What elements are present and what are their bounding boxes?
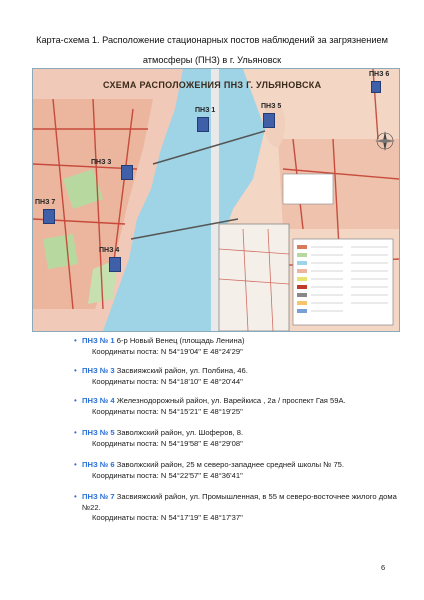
station-map	[32, 68, 400, 332]
station-label-pnz4: ПНЗ 4	[99, 247, 120, 254]
station-name: ПНЗ № 1	[82, 336, 115, 345]
station-address: Засвияжский район, ул. Полбина, 46.	[116, 366, 248, 375]
figure-caption	[20, 30, 404, 70]
map-graphic	[33, 69, 399, 331]
station-entry	[74, 428, 412, 449]
station-entry	[74, 366, 412, 387]
station-marker-pnz7	[43, 209, 55, 224]
station-entry	[74, 460, 412, 481]
station-name: ПНЗ № 7	[82, 492, 115, 501]
station-coords: Координаты поста: N 54°15'21" E 48°19'25"	[92, 406, 243, 416]
station-name: ПНЗ № 3	[82, 366, 115, 375]
bullet-icon: •	[74, 336, 77, 345]
station-marker-pnz4	[109, 257, 121, 272]
station-address: 6-р Новый Венец (площадь Ленина)	[116, 336, 245, 345]
station-coords: Координаты поста: N 54°18'10" E 48°20'44"	[92, 376, 243, 386]
bullet-icon: •	[74, 396, 77, 405]
station-address: Заволжский район, 25 м северо-западнее средней школы № 75.	[116, 460, 345, 469]
caption-line-2: атмосферы (ПНЗ) в г. Ульяновск	[142, 55, 282, 65]
station-coords: Координаты поста: N 54°19'58" E 48°29'08"	[92, 438, 243, 448]
page-number: 6	[381, 563, 386, 572]
station-label-pnz1: ПНЗ 1	[195, 107, 216, 114]
station-coords: Координаты поста: N 54°19'04" E 48°24'29"	[92, 346, 243, 356]
station-entry	[74, 492, 412, 524]
map-title: СХЕМА РАСПОЛОЖЕНИЯ ПНЗ Г. УЛЬЯНОВСКА	[103, 80, 322, 90]
station-name: ПНЗ № 6	[82, 460, 115, 469]
station-marker-pnz6	[371, 81, 381, 93]
bullet-icon: •	[74, 428, 77, 437]
station-address: Железнодорожный район, ул. Варейкиса , 2а / проспект Гая 59А.	[116, 396, 346, 405]
station-address: Засвияжский район, ул. Промышленная, в 55 м северо-восточнее жилого дома №22.	[82, 492, 397, 512]
station-marker-pnz3	[121, 165, 133, 180]
station-name: ПНЗ № 4	[82, 396, 115, 405]
station-entry	[74, 336, 412, 357]
station-marker-pnz5	[263, 113, 275, 128]
station-coords: Координаты поста: N 54°17'19" E 48°17'37"	[92, 513, 243, 522]
station-coords: Координаты поста: N 54°22'57" E 48°36'41"	[92, 470, 243, 480]
station-label-pnz5: ПНЗ 5	[261, 103, 282, 110]
bullet-icon: •	[74, 492, 77, 501]
bullet-icon: •	[74, 460, 77, 469]
station-name: ПНЗ № 5	[82, 428, 115, 437]
station-marker-pnz1	[197, 117, 209, 132]
station-entry	[74, 396, 412, 417]
bullet-icon: •	[74, 366, 77, 375]
caption-line-1: Карта-схема 1. Расположение стационарных постов наблюдений за загрязнением	[36, 35, 388, 45]
station-label-pnz6: ПНЗ 6	[369, 71, 390, 78]
station-label-pnz3: ПНЗ 3	[91, 159, 112, 166]
station-address: Заволжский район, ул. Шоферов, 8.	[116, 428, 244, 437]
station-label-pnz7: ПНЗ 7	[35, 199, 56, 206]
